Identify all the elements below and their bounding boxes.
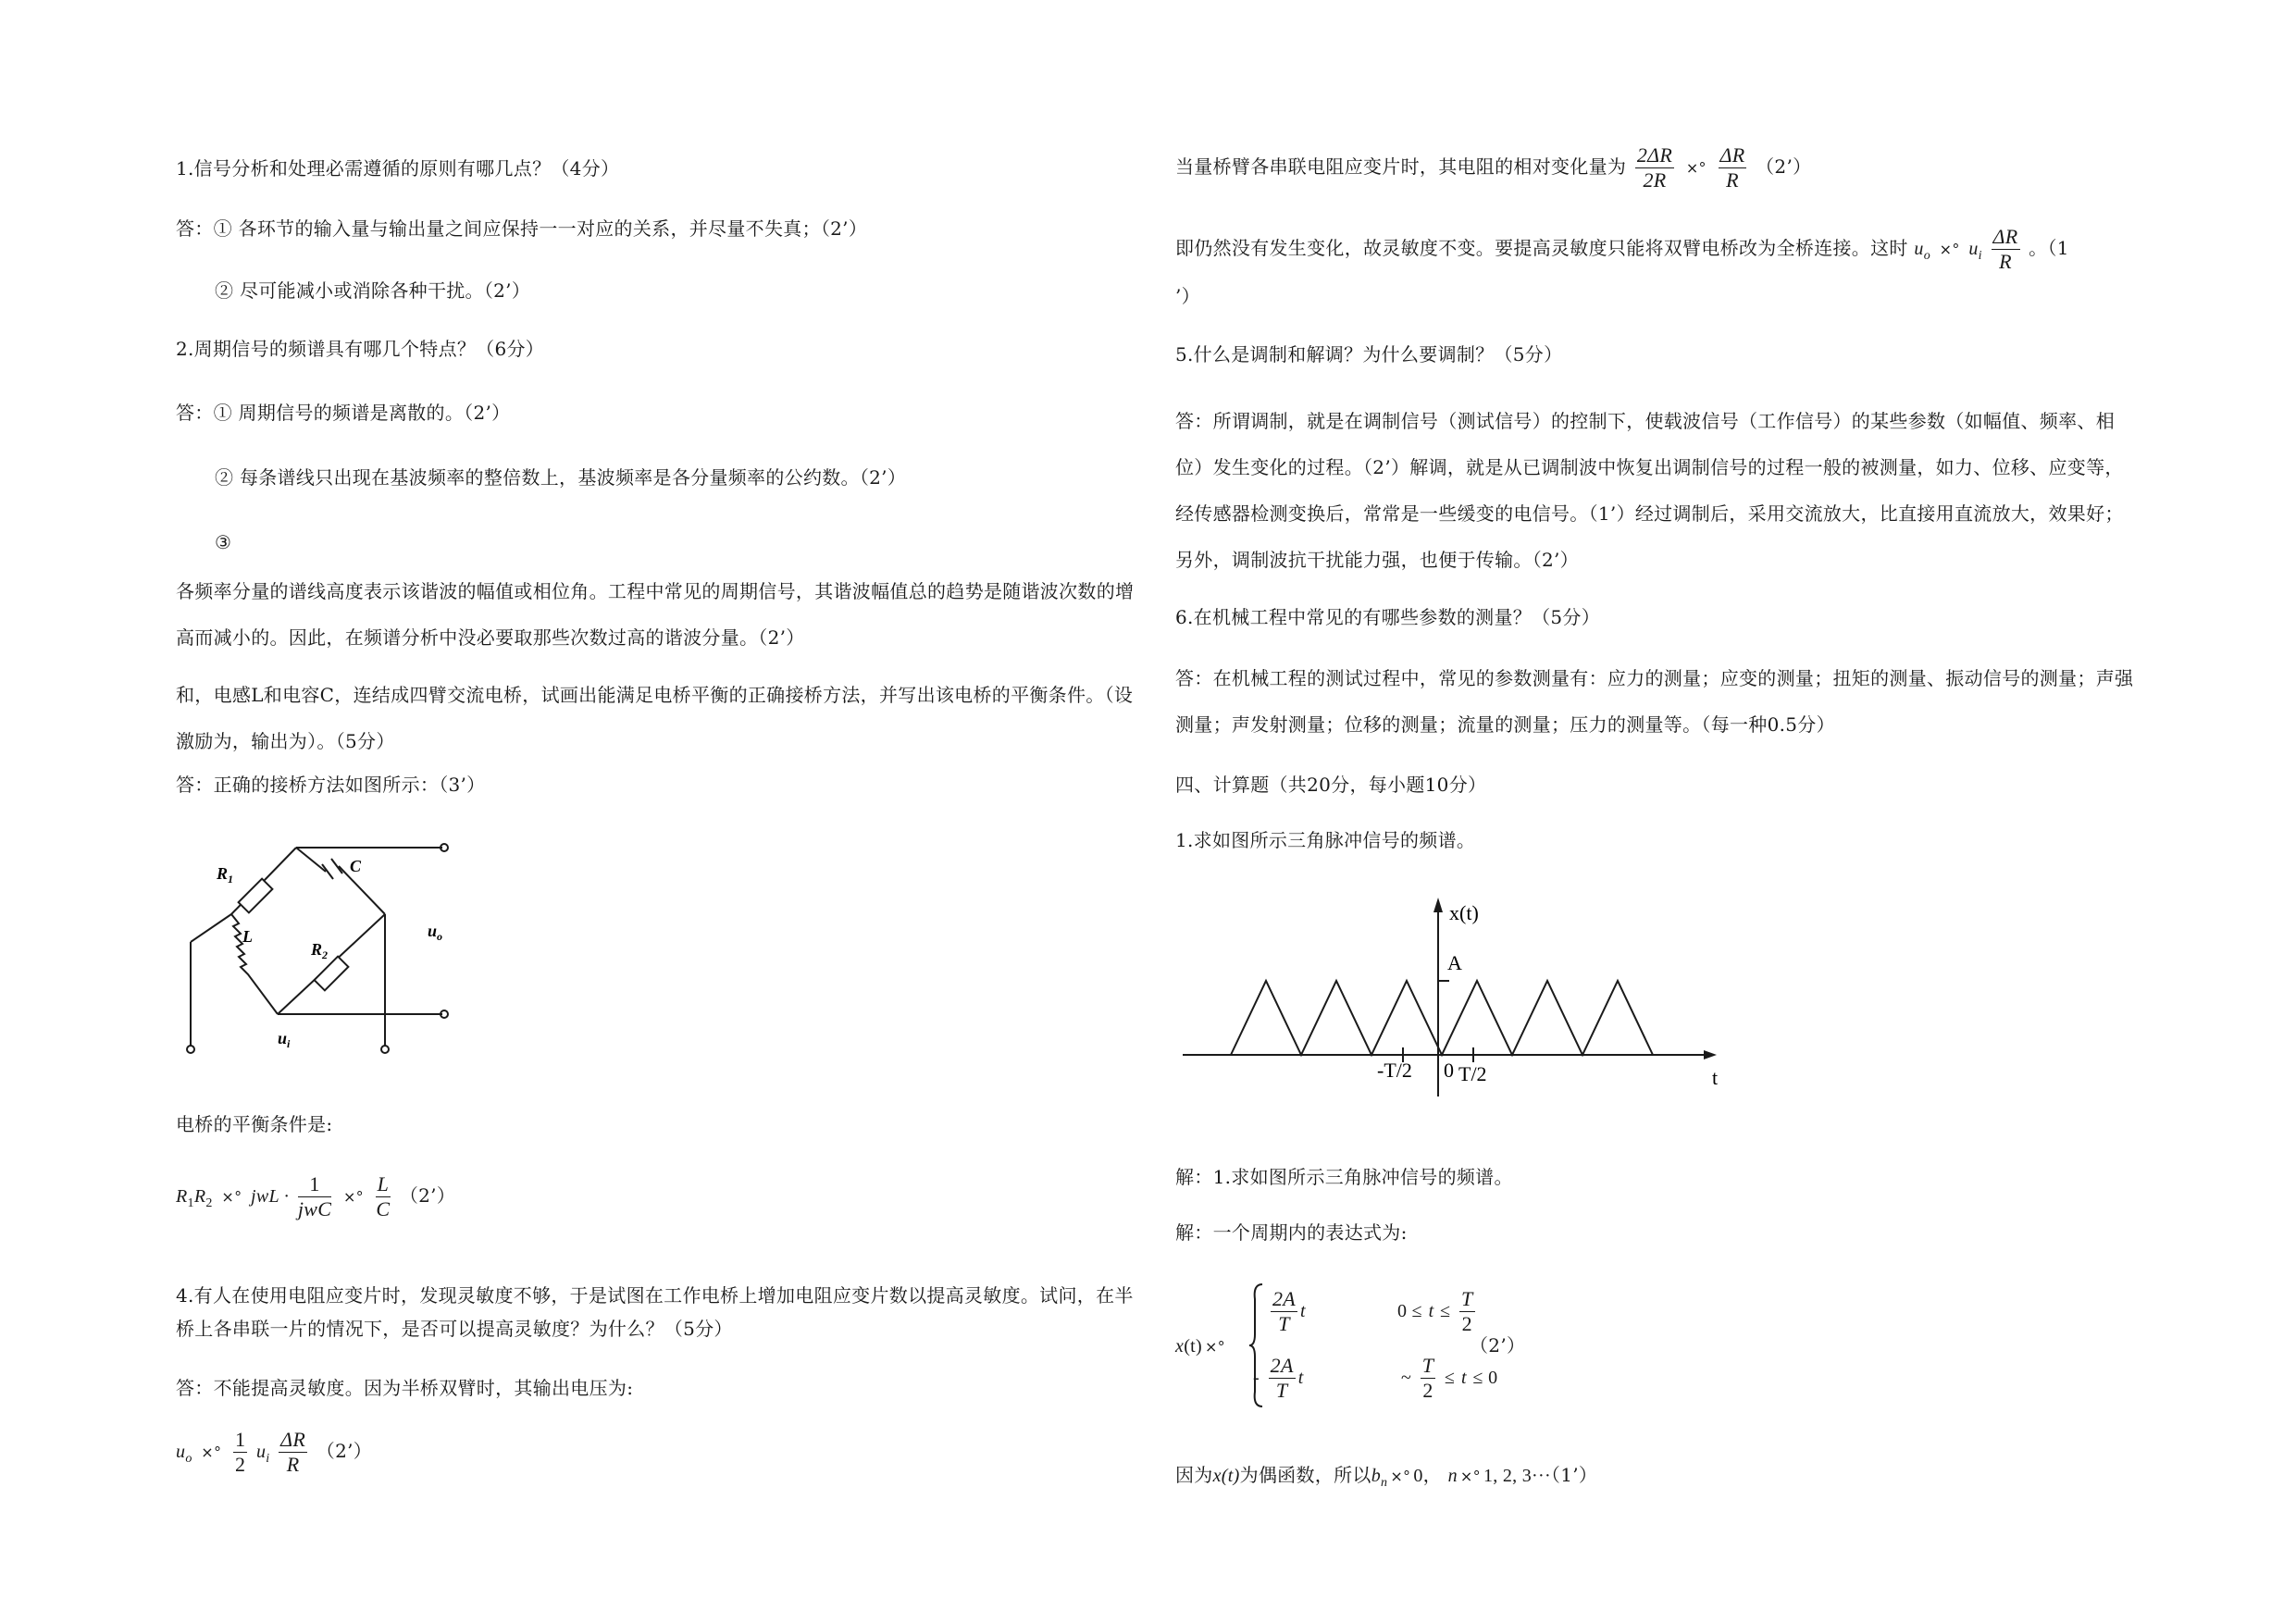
balance-condition-title: 电桥的平衡条件是:	[176, 1113, 333, 1135]
answer-1-item-2: ② 尽可能减小或消除各种干扰。（2’）	[215, 279, 531, 302]
label-l: L	[242, 927, 253, 946]
answer-2-item-2: ② 每条谱线只出现在基波频率的整倍数上，基波频率是各分量频率的公约数。（2’）	[215, 466, 907, 489]
section-4-title: 四、计算题（共20分，每小题10分）	[1175, 774, 1487, 796]
answer-6: 答：在机械工程的测试过程中，常见的参数测量有：应力的测量；应变的测量；扭矩的测量、振动信号的测量；声强测量；声发射测量；位移的测量；流量的测量；压力的测量等。（每一种0.5分）	[1175, 667, 2134, 736]
bridge-circuit-diagram	[176, 833, 509, 1073]
question-4: 4.有人在使用电阻应变片时，发现灵敏度不够，于是试图在工作电桥上增加电阻应变片数以提高灵敏度。试问，在半桥上各串联一片的情况下，是否可以提高灵敏度？为什么？（5分）	[176, 1284, 1134, 1340]
graph-amplitude-label: A	[1447, 951, 1462, 974]
answer-2-item-3: 各频率分量的谱线高度表示该谐波的幅值或相位角。工程中常见的周期信号，其谐波幅值总的趋势是随谐波次数的增高而减小的。因此，在频谱分析中没必要取那些次数过高的谐波分量。（2’）	[176, 580, 1135, 649]
piecewise-score: （2’）	[1470, 1334, 1526, 1357]
question-5: 5.什么是调制和解调？为什么要调制？（5分）	[1175, 343, 1563, 365]
label-uo: $u_o$	[428, 922, 443, 943]
full-bridge-line-end: ’）	[1175, 285, 1200, 307]
graph-neg-half-period: -T/2	[1377, 1059, 1412, 1082]
relative-change-line: 当量桥臂各串联电阻应变片时，其电阻的相对变化量为 $\frac{2\Delta R}{2R}$ ×° $\frac{\Delta R}{R}$ （2’）	[1175, 143, 1812, 192]
label-c: C	[350, 857, 362, 875]
question-6: 6.在机械工程中常见的有哪些参数的测量？（5分）	[1175, 606, 1601, 628]
label-ui: $u_i$	[278, 1029, 291, 1050]
piece-row-2: - $\frac{2A}{T}$ t	[1253, 1354, 1304, 1402]
final-line: 因为x(t)为偶函数，所以$b_n$ ×° 0， n ×° 1, 2, 3···（1’）	[1175, 1464, 1598, 1490]
calc-question-1: 1.求如图所示三角脉冲信号的频谱。	[1175, 829, 1476, 851]
answer-2-item-1: 答：① 周期信号的频谱是离散的。（2’）	[176, 402, 511, 424]
piece-row-2-condition: ~ $\frac{T}{2}$ ≤ t ≤ 0	[1401, 1354, 1498, 1402]
label-r2: $R_2$	[311, 940, 329, 961]
question-2: 2.周期信号的频谱具有哪几个特点？（6分）	[176, 338, 545, 360]
graph-t-label: t	[1712, 1066, 1719, 1089]
graph-y-label: x(t)	[1449, 901, 1479, 924]
label-r1: $R_1$	[217, 864, 234, 886]
piecewise-expression	[1175, 1277, 1731, 1416]
graph-origin: 0	[1444, 1059, 1454, 1082]
answer-4: 答：不能提高灵敏度。因为半桥双臂时，其输出电压为:	[176, 1377, 634, 1399]
r1-resistor-icon	[239, 879, 273, 913]
answer-5: 答：所谓调制，就是在调制信号（测试信号）的控制下，使载波信号（工作信号）的某些参数（如幅值、频率、相位）发生变化的过程。（2’）解调，就是从已调制波中恢复出调制信号的过程一般的被测量，如力、位移、应变等，经传感器检测变换后，常常是一些缓变的电信号。（1’）经过调制后，采用交流放大，比直接用直流放大，效果好；另外，调制波抗干扰能力强，也便于传输。（2’）	[1175, 410, 2124, 571]
r2-resistor-icon	[315, 957, 349, 991]
full-bridge-line: 即仍然没有发生变化，故灵敏度不变。要提高灵敏度只能将双臂电桥改为全桥连接。这时 $u_o$ ×° $u_i$ $\frac{\Delta R}{R}$ 。（1	[1175, 225, 2069, 273]
piecewise-lhs: x(t) ×°	[1175, 1336, 1225, 1357]
balance-equation: $R_1R_2$ ×° jwL · $\frac{1}{\text{jwC}}$ ×° $\frac{L}{C}$ （2’）	[176, 1172, 456, 1220]
solution-line-1: 解：1.求如图所示三角脉冲信号的频谱。	[1175, 1166, 1513, 1188]
question-3: 和，电感L和电容C，连结成四臂交流电桥，试画出能满足电桥平衡的正确接桥方法，并写出该电桥的平衡条件。（设激励为，输出为）。（5分）	[176, 684, 1134, 752]
triangle-pulse-graph	[1175, 888, 1749, 1110]
half-bridge-equation: $u_o$ ×° $\frac{1}{2}$ $u_i$ $\frac{\Delta R}{R}$ （2’）	[176, 1428, 373, 1476]
graph-pos-half-period: T/2	[1458, 1062, 1487, 1085]
question-1: 1.信号分析和处理必需遵循的原则有哪几点？（4分）	[176, 157, 620, 180]
answer-3: 答：正确的接桥方法如图所示：（3’）	[176, 774, 486, 796]
solution-line-2: 解：一个周期内的表达式为:	[1175, 1221, 1408, 1244]
piece-row-1: $\frac{2A}{T}$ t	[1272, 1287, 1306, 1335]
x-axis-arrow-icon	[1433, 898, 1443, 912]
t-axis-arrow-icon	[1704, 1050, 1717, 1059]
answer-2-item-3-marker: ③	[215, 531, 232, 553]
answer-1-item-1: 答：① 各环节的输入量与输出量之间应保持一一对应的关系，并尽量不失真；（2’）	[176, 217, 868, 240]
triangle-wave	[1231, 981, 1653, 1055]
piece-row-1-condition: 0 ≤ t ≤ $\frac{T}{2}$	[1397, 1287, 1473, 1335]
